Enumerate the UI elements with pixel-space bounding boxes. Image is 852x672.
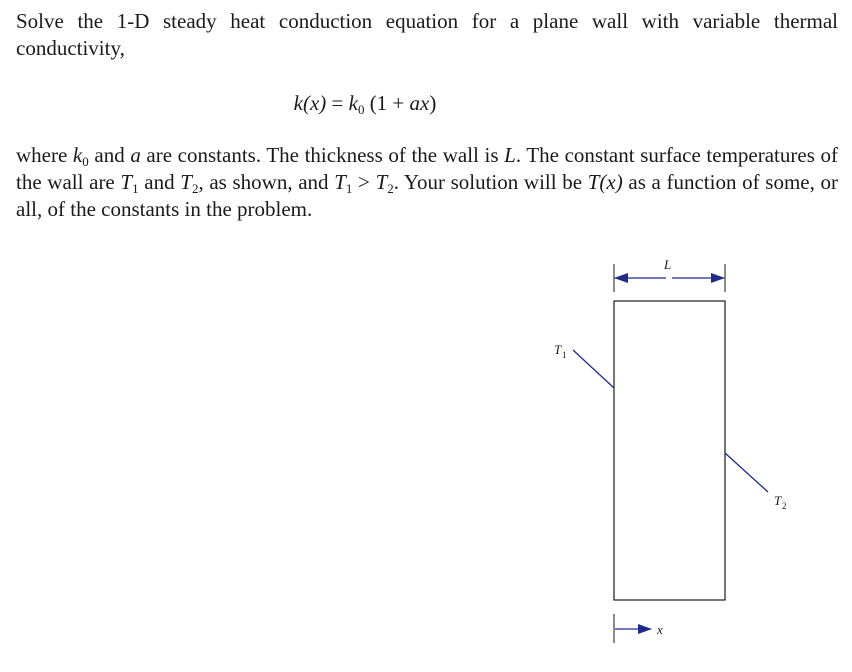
desc-text-6: , as shown, and: [198, 170, 335, 194]
desc-text-8: as a function of some, or all, of the constants in the problem.: [16, 170, 839, 221]
desc-T2-sub: 2: [191, 181, 199, 196]
desc-k-sub: 0: [82, 154, 89, 169]
desc-T1b-sub: 1: [345, 181, 353, 196]
desc-gt: >: [352, 170, 376, 194]
desc-text-3: are constants. The thickness of the wall is: [140, 143, 505, 167]
desc-a: a: [130, 143, 141, 167]
eq-lhs: k(x): [293, 91, 327, 115]
desc-T1: T: [120, 170, 133, 194]
plane-wall: [614, 301, 725, 600]
desc-T2b: T: [375, 170, 388, 194]
x-label: x: [657, 622, 663, 637]
t2-label: T: [774, 493, 782, 508]
eq-equals: =: [326, 91, 349, 115]
desc-text-5: and: [138, 170, 181, 194]
t1-leader-line: [573, 350, 614, 388]
intro-text: Solve the 1-D steady heat conduction equation for a plane wall with variable thermal conductivity,: [16, 9, 838, 60]
desc-Tx: T(x): [587, 170, 623, 194]
eq-paren-open: (1 +: [364, 91, 410, 115]
t2-label-sub: 2: [782, 501, 787, 511]
t1-label-sub: 1: [562, 350, 567, 360]
desc-T1-sub: 1: [132, 181, 139, 196]
desc-k: k: [72, 143, 83, 167]
t2-leader-line: [725, 453, 768, 492]
desc-text-7: . Your solution will be: [393, 170, 588, 194]
eq-k-sub: 0: [357, 102, 365, 117]
desc-T2: T: [180, 170, 192, 194]
thickness-label: L: [664, 257, 672, 272]
desc-text-4: . The constant surface temperatures of the wall are: [16, 143, 838, 194]
desc-T2b-sub: 2: [387, 181, 394, 196]
desc-T1b: T: [334, 170, 346, 194]
desc-text-1: where: [16, 143, 73, 167]
eq-k: k: [348, 91, 358, 115]
eq-ax: ax: [409, 91, 430, 115]
desc-text-2: and: [88, 143, 131, 167]
t1-label: T: [554, 342, 562, 357]
eq-paren-close: ): [429, 91, 437, 115]
desc-L: L: [504, 143, 516, 167]
